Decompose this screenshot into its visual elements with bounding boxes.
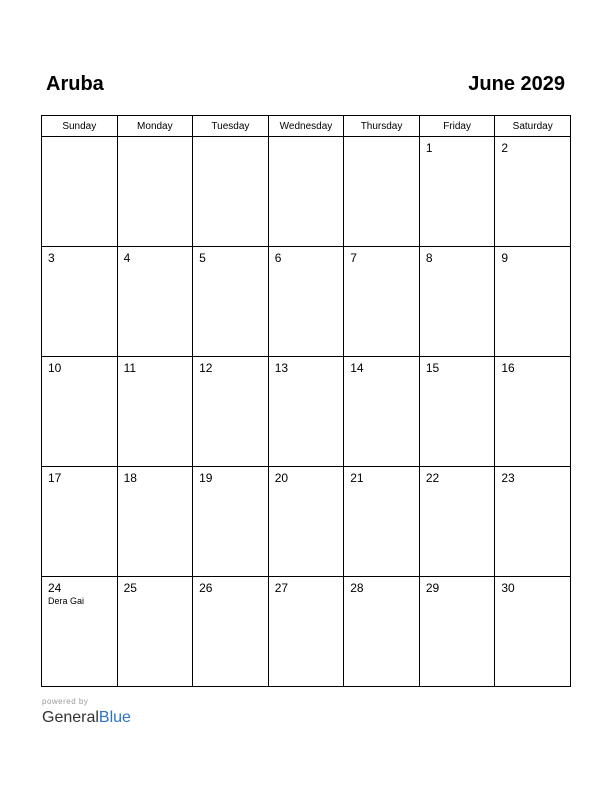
day-cell (419, 357, 495, 467)
day-number: 19 (199, 471, 213, 485)
day-cell (268, 577, 344, 687)
day-cell (42, 247, 118, 357)
day-number: 29 (425, 581, 440, 595)
day-cell (193, 247, 269, 357)
country-title: Aruba (46, 73, 104, 95)
day-cell (268, 357, 344, 467)
day-number: 6 (274, 251, 282, 265)
powered-by-label: powered by (42, 697, 89, 706)
day-number: 14 (350, 361, 364, 375)
day-number: 21 (350, 471, 364, 485)
day-number: 3 (48, 251, 55, 265)
empty-day-cell (268, 137, 344, 247)
weekday-header-thursday: Thursday (344, 116, 420, 137)
day-number: 13 (274, 361, 289, 375)
week-row (42, 467, 571, 577)
day-cell (117, 577, 193, 687)
day-number: 15 (425, 361, 440, 375)
day-cell (193, 577, 269, 687)
day-cell (344, 357, 420, 467)
weekday-header-saturday: Saturday (495, 116, 571, 137)
empty-day-cell (117, 137, 193, 247)
empty-day-cell (344, 137, 420, 247)
weekday-header-tuesday: Tuesday (193, 116, 269, 137)
day-number: 23 (501, 471, 515, 485)
day-number: 20 (274, 471, 289, 485)
day-cell (42, 357, 118, 467)
day-number: 12 (199, 361, 213, 375)
week-row (42, 357, 571, 467)
day-cell (193, 467, 269, 577)
weekday-header-monday: Monday (117, 116, 193, 137)
day-number: 9 (501, 251, 509, 265)
calendar-grid (41, 115, 571, 687)
day-cell (268, 247, 344, 357)
day-cell (344, 247, 420, 357)
day-cell (495, 137, 571, 247)
brand-blue-text: Blue (98, 709, 131, 726)
day-cell (268, 467, 344, 577)
day-number: 25 (123, 581, 137, 595)
weekday-header-sunday: Sunday (42, 116, 118, 137)
day-number: 1 (425, 141, 433, 155)
weekday-header-row (42, 116, 571, 137)
day-cell (419, 467, 495, 577)
day-cell (419, 577, 495, 687)
day-number: 16 (501, 361, 515, 375)
day-number: 30 (501, 581, 515, 595)
day-number: 27 (274, 581, 289, 595)
day-cell (495, 467, 571, 577)
day-number: 10 (48, 361, 62, 375)
day-cell (419, 137, 495, 247)
day-cell (117, 357, 193, 467)
day-number: 2 (501, 141, 509, 155)
day-number: 18 (123, 471, 137, 485)
week-row (42, 577, 571, 687)
day-number: 17 (48, 471, 62, 485)
empty-day-cell (42, 137, 118, 247)
brand-general-text: General (42, 709, 99, 726)
day-number: 26 (199, 581, 213, 595)
weekday-header-wednesday: Wednesday (268, 116, 344, 137)
day-number: 5 (199, 251, 206, 265)
week-row (42, 247, 571, 357)
day-cell (495, 577, 571, 687)
day-cell (344, 467, 420, 577)
week-row (42, 137, 571, 247)
day-number: 11 (123, 361, 137, 375)
day-cell (117, 467, 193, 577)
day-number: 28 (350, 581, 364, 595)
day-number: 22 (425, 471, 440, 485)
day-cell (42, 577, 118, 687)
day-cell (117, 247, 193, 357)
footer-branding (42, 697, 131, 728)
day-cell (42, 467, 118, 577)
day-cell (495, 357, 571, 467)
holiday-label: Dera Gai (48, 596, 85, 606)
day-number: 4 (123, 251, 131, 265)
day-cell (419, 247, 495, 357)
day-cell (495, 247, 571, 357)
day-number: 7 (350, 251, 357, 265)
month-year-title: June 2029 (468, 73, 565, 95)
day-cell (344, 577, 420, 687)
day-cell (193, 357, 269, 467)
generalblue-logo (42, 708, 131, 728)
day-number: 8 (425, 251, 433, 265)
weekday-header-friday: Friday (419, 116, 495, 137)
day-number: 24 (48, 581, 62, 595)
empty-day-cell (193, 137, 269, 247)
